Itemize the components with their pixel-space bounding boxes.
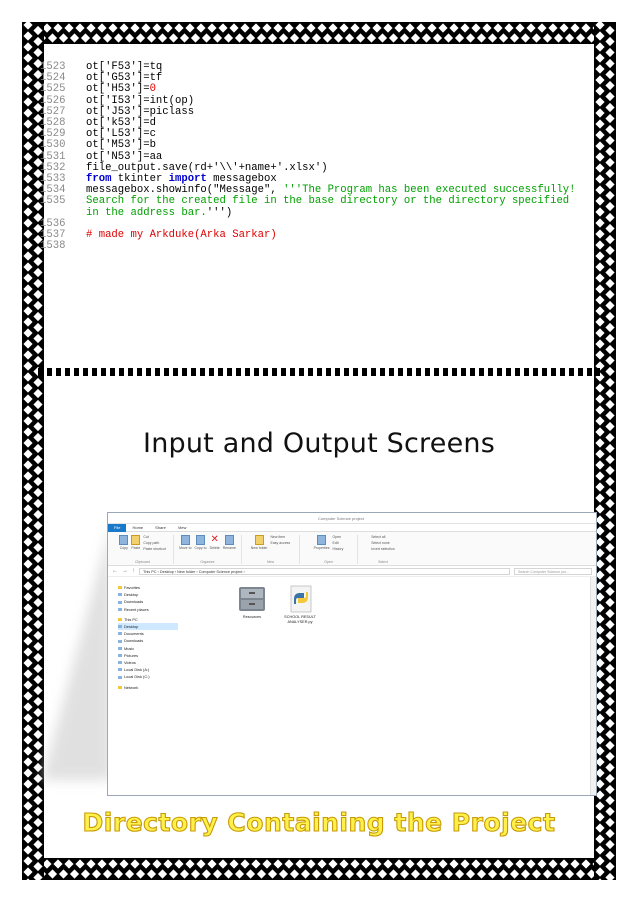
ribbon-group-select: [358, 535, 408, 564]
nav-item[interactable]: [118, 598, 178, 605]
code-token: ot['J53']=piclass: [86, 105, 195, 118]
line-number: 1524: [40, 72, 66, 85]
code-token: ot['L53']=c: [86, 128, 156, 141]
ribbon-group-clipboard: [112, 535, 174, 564]
folder-icon: [118, 676, 122, 679]
tab-home[interactable]: Home: [132, 524, 144, 530]
new-folder-icon: [255, 535, 264, 545]
folder-icon: [118, 625, 122, 628]
line-number: 1523: [40, 61, 66, 73]
line-number: 1536: [40, 217, 66, 230]
nav-item[interactable]: [118, 630, 178, 637]
code-token: messagebox.showinfo("Message",: [86, 184, 284, 197]
paste-button[interactable]: [131, 535, 140, 551]
folder-icon: [118, 668, 122, 671]
select-all-button[interactable]: Select all: [371, 535, 386, 539]
code-token: in the address bar.: [86, 206, 207, 219]
explorer-titlebar: [108, 513, 596, 524]
nav-item-label: Local Disk (A:): [124, 667, 150, 673]
file-list: [178, 577, 596, 796]
delete-button[interactable]: [210, 535, 220, 550]
ribbon-group-organize: [174, 535, 242, 564]
rename-button[interactable]: [223, 535, 236, 550]
nav-item-label: Local Disk (C:): [124, 674, 150, 680]
nav-item[interactable]: [118, 684, 178, 691]
copy-path-button[interactable]: Copy path: [143, 541, 160, 545]
line-number: 1525: [40, 83, 66, 96]
explorer-body: [108, 577, 596, 796]
clipboard-small-actions: [143, 535, 165, 551]
history-button[interactable]: History: [332, 547, 344, 551]
page-border-top: [22, 22, 616, 44]
folder-item-resources[interactable]: [230, 585, 274, 620]
nav-item-label: Desktop: [124, 592, 139, 598]
folder-icon: [118, 647, 122, 650]
nav-item[interactable]: [118, 591, 178, 598]
delete-label: Delete: [209, 546, 220, 550]
line-number: 1534: [40, 184, 66, 197]
move-to-label: Move to: [179, 546, 192, 550]
star-icon: [118, 618, 122, 621]
line-number: 1531: [40, 150, 66, 163]
navigation-pane: [108, 577, 178, 796]
nav-item-label: Favorites: [124, 585, 140, 590]
folder-icon: [118, 601, 122, 604]
code-token: ot['F53']=tq: [86, 61, 163, 73]
code-token: ot['G53']=tf: [86, 72, 163, 85]
line-number: 1530: [40, 139, 66, 152]
ribbon-group-open: [300, 535, 358, 564]
nav-item-label: Downloads: [124, 599, 144, 605]
tab-view[interactable]: View: [177, 524, 187, 530]
nav-item[interactable]: [118, 637, 178, 644]
code-token: ot['k53']=d: [86, 117, 156, 130]
new-item-button[interactable]: New item: [270, 535, 286, 539]
cut-button[interactable]: Cut: [143, 535, 149, 539]
code-line: [40, 196, 590, 207]
nav-item-label: Recent places: [124, 606, 149, 612]
nav-item-label: Network: [124, 684, 139, 690]
vertical-scrollbar[interactable]: [590, 577, 596, 796]
rename-label: Rename: [222, 546, 236, 550]
nav-item[interactable]: [118, 673, 178, 680]
line-number: 1527: [40, 105, 66, 118]
line-number: 1532: [40, 161, 66, 174]
section-heading: Input and Output Screens: [143, 428, 495, 459]
code-token: tkinter: [111, 173, 169, 186]
group-label-clipboard: Clipboard: [135, 560, 150, 564]
nav-item-label: Pictures: [124, 652, 139, 658]
move-to-icon: [181, 535, 190, 545]
copy-button[interactable]: [119, 535, 128, 551]
nav-item-label: Desktop: [124, 624, 139, 630]
page-border-bottom: [22, 858, 616, 880]
ribbon-group-new: [242, 535, 300, 564]
code-token: '''): [206, 206, 233, 219]
group-label-organize: Organize: [200, 560, 215, 564]
tab-share[interactable]: Share: [155, 524, 166, 530]
search-input[interactable]: Search Computer Science pro...: [514, 568, 592, 575]
paste-shortcut-button[interactable]: Paste shortcut: [143, 547, 166, 551]
folder-icon: [118, 654, 122, 657]
nav-item-label: Music: [124, 645, 135, 651]
code-line: [40, 241, 590, 252]
new-folder-label: New folder: [250, 546, 268, 550]
back-arrow-icon[interactable]: ←: [112, 568, 118, 574]
file-label: SCHOOL RESULT ANALYSER.py: [284, 615, 316, 624]
paste-icon: [131, 535, 140, 545]
select-small-actions: [371, 535, 395, 551]
code-token: # made my Arkduke(Arka Sarkar): [86, 229, 277, 242]
address-bar-row: [108, 566, 596, 577]
code-token: ot['H53']=: [86, 83, 150, 96]
line-number: 1526: [40, 94, 66, 107]
nav-item[interactable]: [118, 606, 178, 613]
address-bar[interactable]: This PC › Desktop › New folder › Computer Science project ›: [139, 568, 510, 575]
line-number: 1535: [40, 195, 66, 208]
nav-item[interactable]: [118, 645, 178, 652]
code-token: ot['N53']=aa: [86, 150, 163, 163]
nav-item-label: Videos: [124, 660, 136, 666]
nav-item-label: Documents: [124, 631, 144, 637]
border-pattern: [22, 858, 616, 880]
easy-access-button[interactable]: Easy access: [270, 541, 291, 545]
code-token: import: [168, 173, 207, 186]
star-icon: [118, 586, 122, 589]
copy-label: Copy: [119, 546, 128, 550]
code-token: from: [86, 173, 112, 186]
invert-selection-button[interactable]: Invert selection: [371, 547, 395, 551]
file-explorer-screenshot: [107, 512, 597, 796]
line-number: 1528: [40, 117, 66, 130]
folder-icon: [118, 640, 122, 643]
folder-icon: [118, 608, 122, 611]
dashed-separator: [38, 368, 600, 376]
star-icon: [118, 686, 122, 689]
group-label-open: Open: [324, 560, 333, 564]
folder-icon: [118, 661, 122, 664]
code-line: [40, 140, 590, 151]
move-to-button[interactable]: [179, 535, 191, 550]
python-file-icon: [285, 585, 315, 613]
forward-arrow-icon[interactable]: →: [122, 568, 128, 574]
nav-item[interactable]: [118, 584, 178, 591]
code-token: ot['I53']=int(op): [86, 94, 195, 107]
code-token: Search for the created file in the base directory or the directory specified: [86, 195, 570, 208]
nav-item[interactable]: [118, 659, 178, 666]
code-token: ot['M53']=b: [86, 139, 156, 152]
code-line: [40, 208, 590, 219]
new-folder-button[interactable]: [251, 535, 268, 550]
nav-item-label: This PC: [124, 616, 138, 622]
copy-to-label: Copy to: [194, 546, 207, 550]
nav-item[interactable]: [118, 616, 178, 623]
nav-item-label: Downloads: [124, 638, 144, 644]
new-small-actions: [271, 535, 291, 550]
code-line: [40, 230, 590, 241]
copy-to-button[interactable]: [195, 535, 207, 550]
copy-to-icon: [196, 535, 205, 545]
properties-button[interactable]: [314, 535, 330, 551]
screenshot-shadow: [42, 520, 112, 780]
file-item-python-script[interactable]: [278, 585, 322, 624]
select-none-button[interactable]: Select none: [371, 541, 390, 545]
tab-file[interactable]: File: [108, 524, 126, 532]
ribbon: [108, 532, 596, 566]
code-listing: [40, 62, 590, 252]
code-token: '''The Program has been executed successfully!: [283, 184, 576, 197]
border-pattern: [22, 22, 616, 44]
caption: Directory Containing the Project: [82, 808, 556, 837]
rename-icon: [225, 535, 234, 545]
nav-item[interactable]: [118, 666, 178, 673]
folder-icon: [118, 632, 122, 635]
properties-icon: [317, 535, 326, 545]
copy-icon: [119, 535, 128, 545]
ribbon-tabs: [108, 524, 596, 532]
line-number: 1533: [40, 173, 66, 186]
nav-item[interactable]: [118, 652, 178, 659]
code-token: 0: [149, 83, 156, 96]
up-arrow-icon[interactable]: ↑: [132, 568, 135, 574]
line-number: 1538: [40, 240, 66, 253]
code-line: [40, 84, 590, 95]
open-button[interactable]: Open: [332, 535, 342, 539]
code-token: messagebox: [206, 173, 277, 186]
nav-item[interactable]: [118, 623, 178, 630]
open-small-actions: [333, 535, 344, 551]
folder-icon: [118, 593, 122, 596]
properties-label: Properties: [313, 546, 330, 550]
file-label: Resources: [242, 615, 262, 619]
paste-label: Paste: [131, 546, 141, 550]
group-label-new: New: [266, 560, 274, 564]
delete-icon: ✕: [210, 534, 219, 545]
code-token: file_output.save(rd+'\\'+name+'.xlsx'): [86, 161, 328, 174]
edit-button[interactable]: Edit: [332, 541, 339, 545]
line-number: 1537: [40, 229, 66, 242]
folder-icon: [237, 585, 267, 613]
group-label-select: Select: [378, 560, 388, 564]
window-title: Computer Science project: [318, 516, 365, 521]
line-number: 1529: [40, 128, 66, 141]
